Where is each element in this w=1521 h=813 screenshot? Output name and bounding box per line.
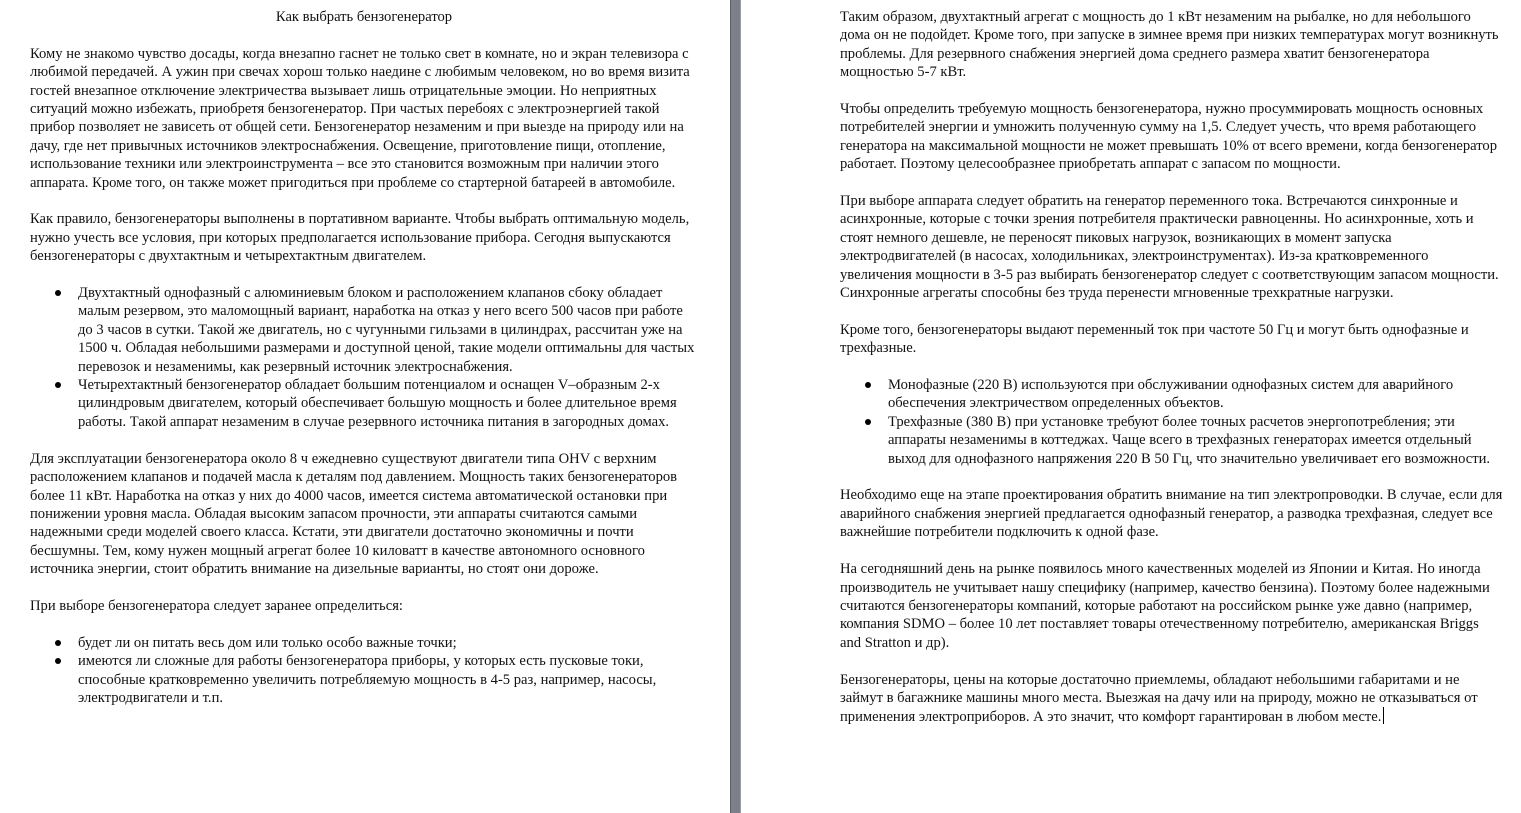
- paragraph-last-text: Бензогенераторы, цены на которые достаточно приемлемы, обладают небольшими габаритами и не займут в багажнике машины много места. Выезжая на дачу или на природу, можно не отказываться от применения электроприборов. А это значит, что комфорт гарантирован в любом месте.: [840, 671, 1478, 726]
- paragraph: Для эксплуатации бензогенератора около 8 ч ежедневно существуют двигатели типа OHV с верхним расположением клапанов и подачей масла к деталям под давлением. Мощность таких бензогенераторов более 11 кВт. Наработка на отказ у них до 4000 часов, имеется система автоматической остановки при понижении уровня масла. Обладая высоким запасом прочности, эти аппараты считаются самыми надежными среди моделей своего класса. Кстати, эти двигатели достаточно экономичны и почти бесшумны. Тем, кому нужен мощный агрегат более 10 киловатт в качестве автономного основного источника энергии, стоит обратить внимание на дизельные варианты, но стоят они дороже.: [30, 450, 678, 578]
- paragraph: Кому не знакомо чувство досады, когда внезапно гаснет не только свет в комнате, но и экран телевизора с любимой передачей. А ужин при свечах хорош только наедине с любимым человеком, но во время визита гостей внезапное отключение электричества вызывает лишь отрицательные эмоции. Но неприятных ситуаций можно избежать, приобретя бензогенератор. При частых перебоях с электроэнергией такой прибор позволяет не зависеть от общей сети. Бензогенератор незаменим и при выезде на природу или на дачу, где нет привычных источников электроснабжения. Освещение, приготовление пищи, отопление, использование техники или электроинструмента – все это становится возможным при наличии этого аппарата. Кроме того, он также может пригодиться при проблеме со стартерной батареей в автомобиле.: [30, 45, 690, 191]
- bullet-list: [30, 284, 698, 431]
- document-page-left[interactable]: [0, 0, 728, 813]
- paragraph: При выборе бензогенератора следует заранее определиться:: [30, 597, 403, 614]
- text-cursor: [1383, 707, 1384, 724]
- list-item-text: будет ли он питать весь дом или только особо важные точки;: [78, 634, 457, 651]
- paragraph: При выборе аппарата следует обратить на генератор переменного тока. Встречаются синхронные и асинхронные, которые с точки зрения потребителя практически равноценны. Но асинхронные, хоть и стоят немного дешевле, не переносят пиковых нагрузок, возникающих в момент запуска электродвигателей (в насосах, холодильниках, электроинструментах). Из-за кратковременного увеличения мощности в 3-5 раз выбирать бензогенератор следует с соответствующим запасом мощности. Синхронные агрегаты способны без труда перенести мгновенные трехкратные нагрузки.: [840, 193, 1499, 302]
- document-page-right[interactable]: [744, 0, 1521, 813]
- document-title: Как выбрать бензогенератор: [275, 9, 453, 25]
- bullet-icon: [55, 382, 61, 388]
- document-body-right: [840, 8, 1503, 727]
- list-item-text: Двухтактный однофазный с алюминиевым блоком и расположением клапанов сбоку обладает малым резервом, это маломощный вариант, наработка на отказ у него всего 500 часов при работе до 3 часов в сутки. Такой же двигатель, но с чугунными гильзами в цилиндрах, рассчитан уже на 1500 ч. Обладая небольшими размерами и доступной ценой, такие модели оптимальны для частых перевозок и незаменимы, как резервный источник электроснабжения.: [78, 285, 695, 375]
- list-item: [78, 284, 698, 376]
- list-item: [78, 376, 698, 431]
- bullet-list: [30, 634, 698, 708]
- bullet-icon: [55, 290, 61, 296]
- list-item: [888, 376, 1503, 413]
- list-item-text: Трехфазные (380 В) при установке требуют более точных расчетов энергопотребления; эти аппараты незаменимы в коттеджах. Чаще всего в трехфазных генераторах имеется отдельный выход для однофазного напряжения 220 В 50 Гц, что значительно увеличивает его возможности.: [888, 413, 1491, 467]
- paragraph: Как правило, бензогенераторы выполнены в портативном варианте. Чтобы выбрать оптимальную модель, нужно учесть все условия, при которых предполагается использование прибора. Сегодня выпускаются бензогенераторы с двухтактным и четырехтактным двигателем.: [30, 211, 690, 265]
- paragraph: На сегодняшний день на рынке появилось много качественных моделей из Японии и Китая. Но иногда производитель не учитывает нашу специфику (например, качество бензина). Поэтому более надежными считаются бензогенераторы компаний, которые работают на российском рынке уже давно (например, компания SDMO – более 10 лет поставляет товары отечественному потребителю, американская Briggs and Stratton и др).: [840, 561, 1490, 651]
- paragraph: Таким образом, двухтактный агрегат с мощность до 1 кВт незаменим на рыбалке, но для небольшого дома он не подойдет. Кроме того, при запуске в зимнее время при низких температурах могут возникнуть проблемы. Для резервного снабжения энергией дома среднего размера хватит бензогенератора мощностью 5-7 кВт.: [840, 9, 1499, 81]
- list-item-text: Четырехтактный бензогенератор обладает большим потенциалом и оснащен V–образным 2-х цилиндровым двигателем, который обеспечивает большую мощность и более длительное время работы. Такой аппарат незаменим в случае резервного источника питания в загородных домах.: [78, 377, 677, 430]
- paragraph: Кроме того, бензогенераторы выдают переменный ток при частоте 50 Гц и могут быть однофазные и трехфазные.: [840, 321, 1469, 357]
- paragraph: Необходимо еще на этапе проектирования обратить внимание на тип электропроводки. В случае, если для аварийного снабжения энергией предлагается однофазный генератор, а разводка трехфазная, следует все важнейшие потребители подключить к одной фазе.: [840, 487, 1503, 541]
- paragraph: Чтобы определить требуемую мощность бензогенератора, нужно просуммировать мощность основных потребителей энергии и умножить полученную сумму на 1,5. Следует учесть, что время работающего генератора на максимальной мощности не может превышать 10% от всего времени, когда бензогенератор работает. Поэтому целесообразнее приобретать аппарат с запасом по мощности.: [840, 101, 1498, 173]
- list-item-text: Монофазные (220 В) используются при обслуживании однофазных систем для аварийного обеспечения электричеством определенных объектов.: [888, 377, 1454, 412]
- paragraph-last: [840, 671, 1503, 727]
- bullet-icon: [55, 658, 61, 664]
- list-item-text: имеются ли сложные для работы бензогенератора приборы, у которых есть пусковые токи, способные кратковременно увеличить потребляемую мощность в 4-5 раз, например, насосы, электродвигатели и т.п.: [78, 653, 657, 706]
- bullet-icon: [865, 419, 871, 425]
- bullet-list: [840, 376, 1503, 468]
- bullet-icon: [865, 382, 871, 388]
- bullet-icon: [55, 640, 61, 646]
- list-item: [888, 413, 1503, 468]
- list-item: [78, 634, 698, 652]
- page-gap-bar: [730, 0, 741, 813]
- page-divider: [728, 0, 744, 813]
- list-item: [78, 652, 698, 707]
- document-body-left: [30, 8, 698, 707]
